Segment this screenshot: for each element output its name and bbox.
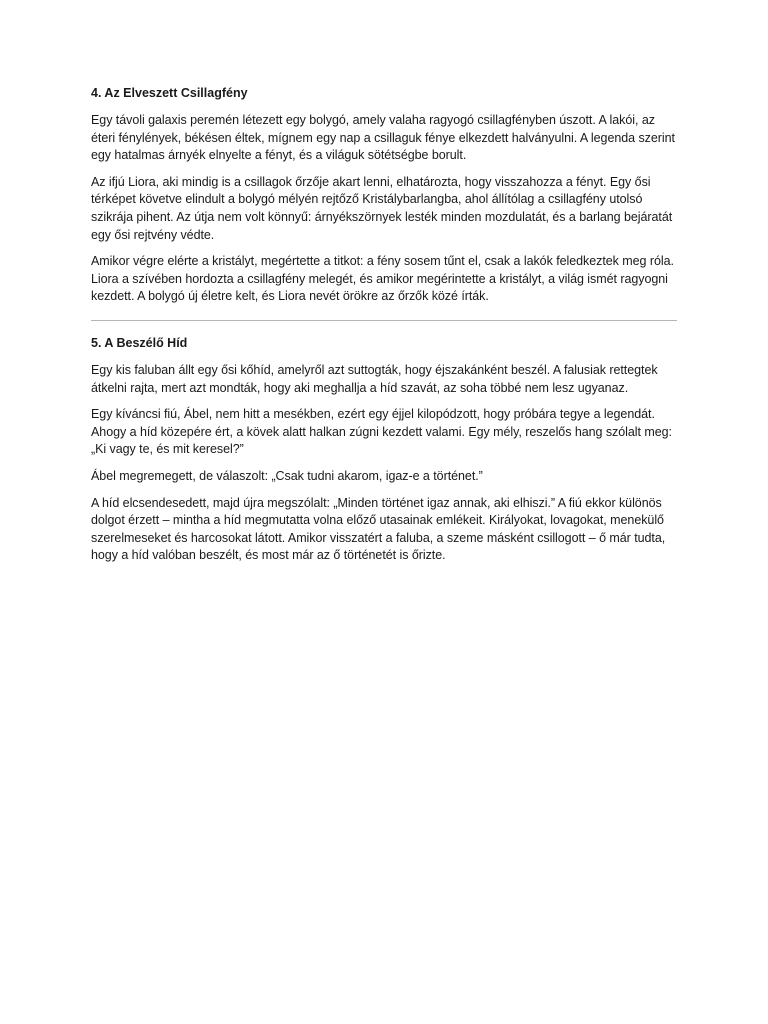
section-divider [91, 320, 677, 321]
document-page [91, 84, 677, 574]
paragraph: Egy kis faluban állt egy ősi kőhíd, amelyről azt suttogták, hogy éjszakánként beszél. A falusiak rettegtek átkelni rajta, mert azt mondták, hogy aki meghallja a híd szavát, az soha többé nem lesz ugyanaz. [91, 362, 658, 395]
paragraph: Az ifjú Liora, aki mindig is a csillagok őrzője akart lenni, elhatározta, hogy visszahozza a fényt. Egy ősi térképet követve elindult a bolygó mélyén rejtőző Kristálybarlangba, ahol állítólag a csillagfény utolsó szikrája pihent. Az útja nem volt könnyű: árnyékszörnyek lesték minden mozdulatát, és a barlang bejáratát egy ősi rejtvény védte. [91, 174, 673, 242]
section-title: 5. A Beszélő Híd [91, 335, 188, 350]
paragraph: Egy távoli galaxis peremén létezett egy bolygó, amely valaha ragyogó csillagfényben úszott. A lakói, az éteri fénylények, békésen éltek, mígnem egy nap a csillaguk fénye elkezdett halványulni. A legenda szerint egy hatalmas árnyék elnyelte a fényt, és a világuk sötétségbe borult. [91, 113, 675, 163]
story-section-4 [91, 84, 677, 306]
paragraph: Amikor végre elérte a kristályt, megértette a titkot: a fény sosem tűnt el, csak a lakók feledkeztek meg róla. Liora a szívében hordozta a csillagfény melegét, és amikor megérintette a kristályt, a világ ismét ragyogni kezdett. A bolygó új életre kelt, és Liora nevét örökre az őrzők közé írták. [91, 254, 674, 304]
paragraph: Ábel megremegett, de válaszolt: „Csak tudni akarom, igaz-e a történet.” [91, 468, 483, 483]
paragraph: A híd elcsendesedett, majd újra megszólalt: „Minden történet igaz annak, aki elhiszi.” A fiú ekkor különös dolgot érzett – mintha a híd megmutatta volna előző utasainak emlékeit. Királyokat, lovagokat, menekülő szerelmeseket és harcosokat látott. Amikor visszatért a faluba, a szeme másként csillogott – ő már tudta, hogy a híd valóban beszélt, és most már az ő történetét is őrizte. [91, 495, 666, 563]
story-section-5 [91, 334, 677, 565]
paragraph: Egy kíváncsi fiú, Ábel, nem hitt a mesékben, ezért egy éjjel kilopódzott, hogy próbára tegye a legendát. Ahogy a híd közepére ért, a kövek alatt halkan zúgni kezdett valami. Egy mély, reszelős hang szólalt meg: „Ki vagy te, és mit keresel?” [91, 407, 672, 457]
section-title: 4. Az Elveszett Csillagfény [91, 86, 248, 100]
